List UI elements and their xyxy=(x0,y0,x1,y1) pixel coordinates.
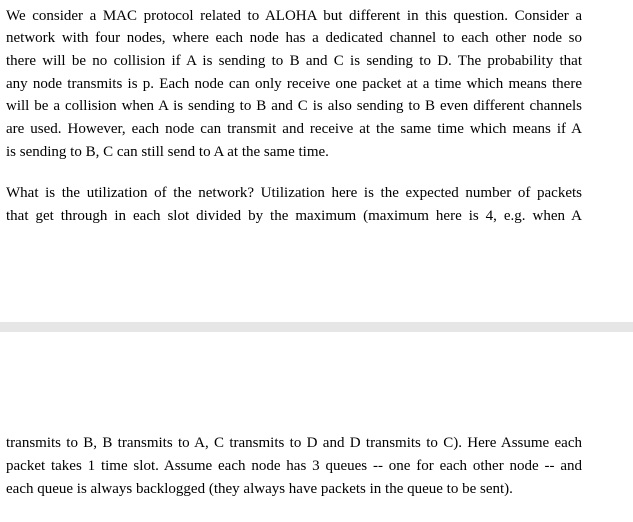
paragraph-2-line-1: What is the utilization of the network? Utilization here is the expected number of packets xyxy=(6,185,582,201)
paragraph-1-line-1: We consider a MAC protocol related to ALOHA but different in this question. Consider a xyxy=(6,8,582,24)
paragraph-1-line-5: will be a collision when A is sending to B and C is also sending to B even different channels xyxy=(6,98,582,114)
paragraph-1-line-7: is sending to B, C can still send to A at the same time. xyxy=(6,144,329,160)
paragraph-2-line-2: that get through in each slot divided by the maximum (maximum here is 4, e.g. when A xyxy=(6,208,582,224)
paragraph-1-line-6: are used. However, each node can transmit and receive at the same time which means if A xyxy=(6,121,582,137)
paragraph-2-line-3: transmits to B, B transmits to A, C transmits to D and D transmits to C). Here Assume each xyxy=(6,435,582,451)
paragraph-2-line-4: packet takes 1 time slot. Assume each node has 3 queues -- one for each other node -- and xyxy=(6,458,582,474)
paragraph-1-line-3: there will be no collision if A is sending to B and C is sending to D. The probability that xyxy=(6,53,582,69)
paragraph-1-line-4: any node transmits is p. Each node can only receive one packet at a time which means there xyxy=(6,76,582,92)
page-break-separator xyxy=(0,322,633,332)
paragraph-1-line-2: network with four nodes, where each node has a dedicated channel to each other node so xyxy=(6,30,582,46)
paragraph-2-line-5: each queue is always backlogged (they always have packets in the queue to be sent). xyxy=(6,481,513,497)
